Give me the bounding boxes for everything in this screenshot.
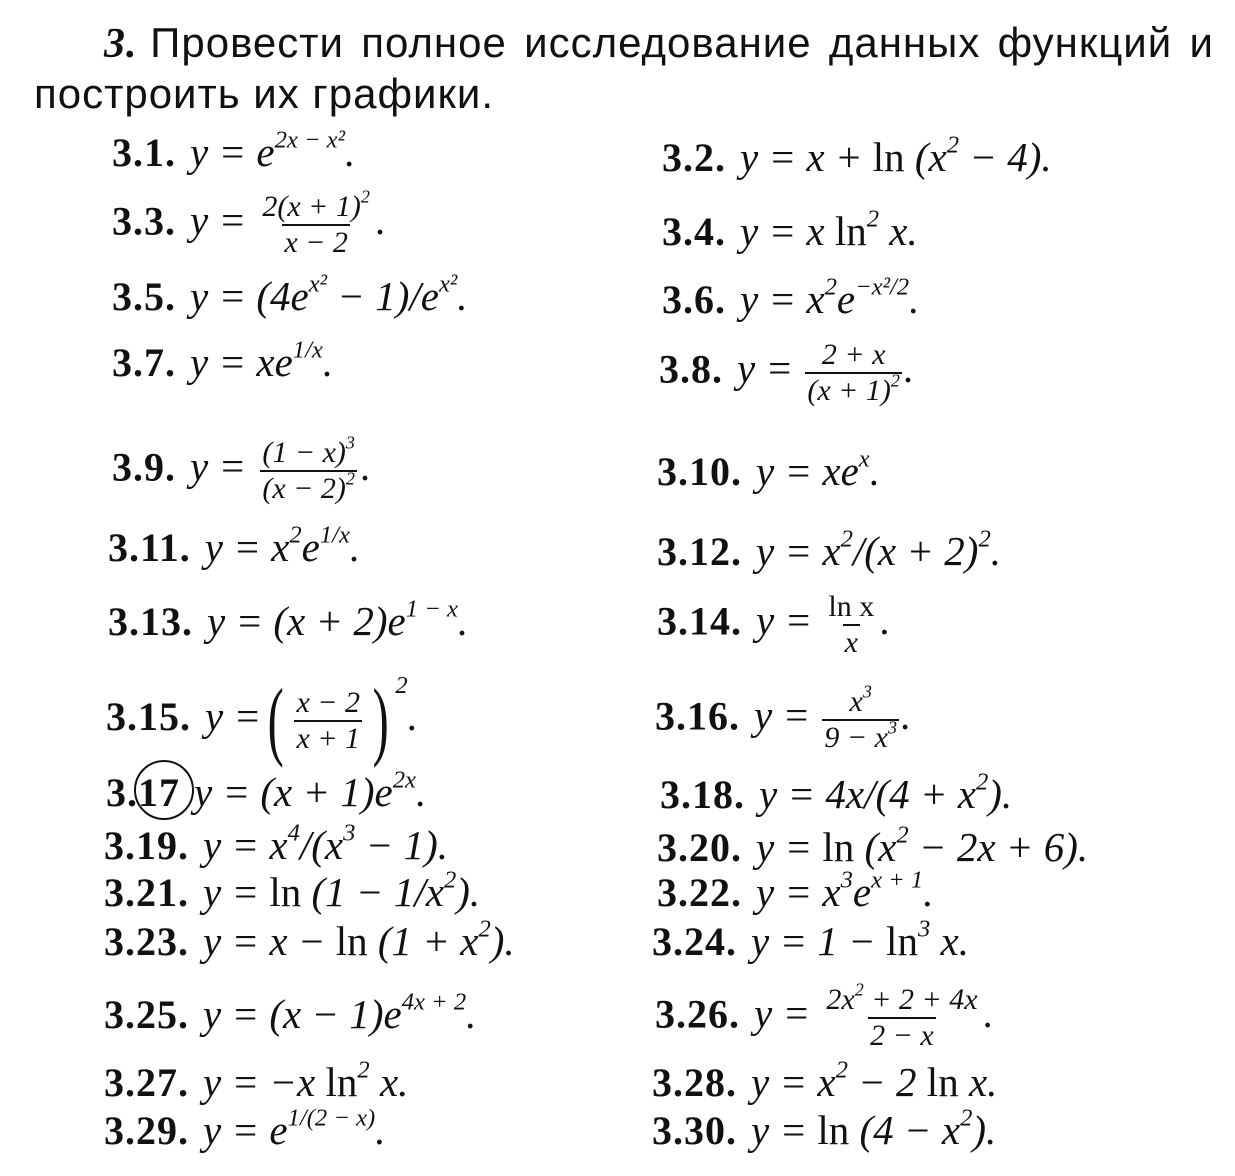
- problem-formula: y = $\frac{x^3}{9 - x^3}$ .: [754, 681, 912, 754]
- problem-label: 3.6.: [662, 277, 726, 322]
- problem-formula: y =( $\frac{x - 2}{x + 1}$ ) $^2$.: [205, 672, 418, 769]
- heading-word: исследование: [524, 19, 812, 66]
- problem-formula: $y = e^{1/(2 - x)}$.: [203, 1104, 386, 1153]
- problem-formula: $y = x^2/(x + 2)^2$.: [756, 525, 1001, 574]
- problem-label: 3.7.: [112, 340, 176, 385]
- problem-label: 3.26.: [655, 991, 740, 1037]
- problem-3-14: [657, 590, 890, 660]
- problem-label: 3.20.: [657, 825, 742, 870]
- problem-3-4: [662, 207, 918, 255]
- problem-formula: y = $\frac{2x^2 + 2 + 4x}{2 - x}$ .: [754, 979, 994, 1052]
- heading-word: и: [1189, 19, 1214, 66]
- problem-3-26: [655, 979, 994, 1053]
- problem-formula: $y = 1 - \ln^3 x$.: [751, 915, 969, 964]
- problem-formula: $y = (x + 1)e^{2x}$.: [194, 766, 427, 815]
- problem-3-18: [660, 770, 1012, 818]
- problem-formula: $y = x + \ln (x^2 - 4)$.: [740, 131, 1052, 180]
- problem-label: 3.24.: [652, 919, 737, 964]
- problem-label: 3.12.: [657, 529, 742, 574]
- problem-formula: $y = x^2e^{-x^2/2}$.: [740, 273, 920, 322]
- problem-3-11: [108, 523, 360, 571]
- problem-3-29: [104, 1106, 385, 1154]
- problem-label: 3.29.: [104, 1108, 189, 1153]
- problem-3-21: [104, 868, 480, 916]
- heading-word: Провести: [150, 19, 344, 66]
- problem-formula: y = $\frac{2 + x}{(x + 1)^2}$ .: [737, 338, 915, 407]
- problem-3-12: [657, 527, 1001, 575]
- heading-line-1: [34, 18, 1214, 69]
- heading-word: полное: [361, 19, 507, 66]
- problem-label: 3.27.: [104, 1060, 189, 1105]
- problem-formula: $y = \ln (x^2 - 2x + 6)$.: [756, 821, 1089, 870]
- problem-label: 3.13.: [108, 599, 193, 644]
- task-heading: [34, 18, 1214, 119]
- problem-label: 3.18.: [660, 772, 745, 817]
- problem-formula: $y = (x - 1)e^{4x + 2}$.: [203, 988, 477, 1037]
- problem-3-6: [662, 275, 919, 323]
- problem-label: 3.11.: [108, 525, 191, 570]
- problem-formula: $y = x^2e^{1/x}$.: [204, 521, 361, 570]
- problem-3-19: [104, 821, 448, 869]
- problem-formula: $y = \ln (4 - x^2)$.: [751, 1104, 997, 1153]
- problem-label: 3.4.: [662, 209, 726, 254]
- problem-3-22: [657, 868, 933, 916]
- problem-formula: y = −x $\ln^2 x$.: [203, 1056, 409, 1105]
- problem-label: 3.28.: [652, 1060, 737, 1105]
- problem-3-23: [104, 917, 515, 965]
- problem-3-7: [112, 338, 333, 386]
- problem-3-13: [108, 597, 468, 645]
- problem-3-8: [659, 338, 914, 408]
- problem-formula: $y = (4e^{x^2} - 1)/e^{x^2}$.: [190, 270, 468, 319]
- problem-label: 3.17: [106, 770, 180, 815]
- problem-label: 3.5.: [112, 274, 176, 319]
- problem-label: 3.23.: [104, 919, 189, 964]
- problem-label: 3.8.: [659, 346, 723, 392]
- problem-3-3: [112, 186, 387, 260]
- problem-formula: $y = x - \ln (1 + x^2)$.: [203, 915, 515, 964]
- problem-formula: $y = e^{2x - x^2}$.: [190, 126, 356, 175]
- problem-label: 3.19.: [104, 823, 189, 868]
- problem-3-9: [112, 432, 372, 506]
- problem-formula: $y = xe^{1/x}$.: [190, 336, 334, 385]
- problem-formula: y = $\frac{(1 - x)^3}{(x - 2)^2}$ .: [190, 432, 372, 505]
- problem-3-5: [112, 272, 468, 320]
- problem-label: 3.21.: [104, 870, 189, 915]
- problem-label: 3.3.: [112, 198, 176, 244]
- problem-3-1: [112, 128, 355, 176]
- problem-formula: y = $\frac{\text{ln x}}{x}$ .: [756, 590, 891, 659]
- problem-label: 3.14.: [657, 598, 742, 644]
- problem-formula: $y = x^3e^{x + 1}$.: [756, 866, 934, 915]
- problem-3-20: [657, 823, 1088, 871]
- problem-formula: $y = xe^x$.: [756, 445, 880, 494]
- problem-3-15: [106, 670, 418, 771]
- problem-3-24: [652, 917, 969, 965]
- handwritten-circle-mark: [134, 760, 194, 820]
- problem-formula: y = x $\ln^2 x$.: [740, 205, 918, 254]
- problem-label: 3.2.: [662, 135, 726, 180]
- problem-3-28: [652, 1058, 997, 1106]
- problem-label: 3.22.: [657, 870, 742, 915]
- heading-word: данных: [828, 19, 981, 66]
- problem-formula: $y = x^4/(x^3 - 1)$.: [203, 819, 448, 868]
- problem-label: 3.1.: [112, 130, 176, 175]
- problem-label: 3.30.: [652, 1108, 737, 1153]
- heading-line-2: построить их графики.: [34, 70, 494, 117]
- problem-formula: $y = (x + 2)e^{1 - x}$.: [207, 595, 469, 644]
- problem-3-27: [104, 1058, 408, 1106]
- problem-formula: $y = x^2 - 2$ ln x.: [751, 1056, 998, 1105]
- problem-label: 3.16.: [655, 693, 740, 739]
- problem-formula: $y = 4x/(4 + x^2)$.: [759, 768, 1013, 817]
- problem-label: 3.25.: [104, 992, 189, 1037]
- problem-formula: y = $\frac{2(x + 1)^2}{x - 2}$ .: [190, 186, 387, 259]
- problem-3-2: [662, 133, 1052, 181]
- heading-word: функций: [997, 19, 1173, 66]
- problem-3-10: [657, 447, 880, 495]
- problem-label: 3.10.: [657, 449, 742, 494]
- problem-3-16: [655, 681, 912, 755]
- task-number: 3.: [104, 21, 138, 67]
- problem-label: 3.15.: [106, 693, 191, 739]
- problem-3-30: [652, 1106, 996, 1154]
- problem-label: 3.9.: [112, 444, 176, 490]
- problem-formula: $y = \ln (1 - 1/x^2)$.: [203, 866, 481, 915]
- problem-3-25: [104, 990, 476, 1038]
